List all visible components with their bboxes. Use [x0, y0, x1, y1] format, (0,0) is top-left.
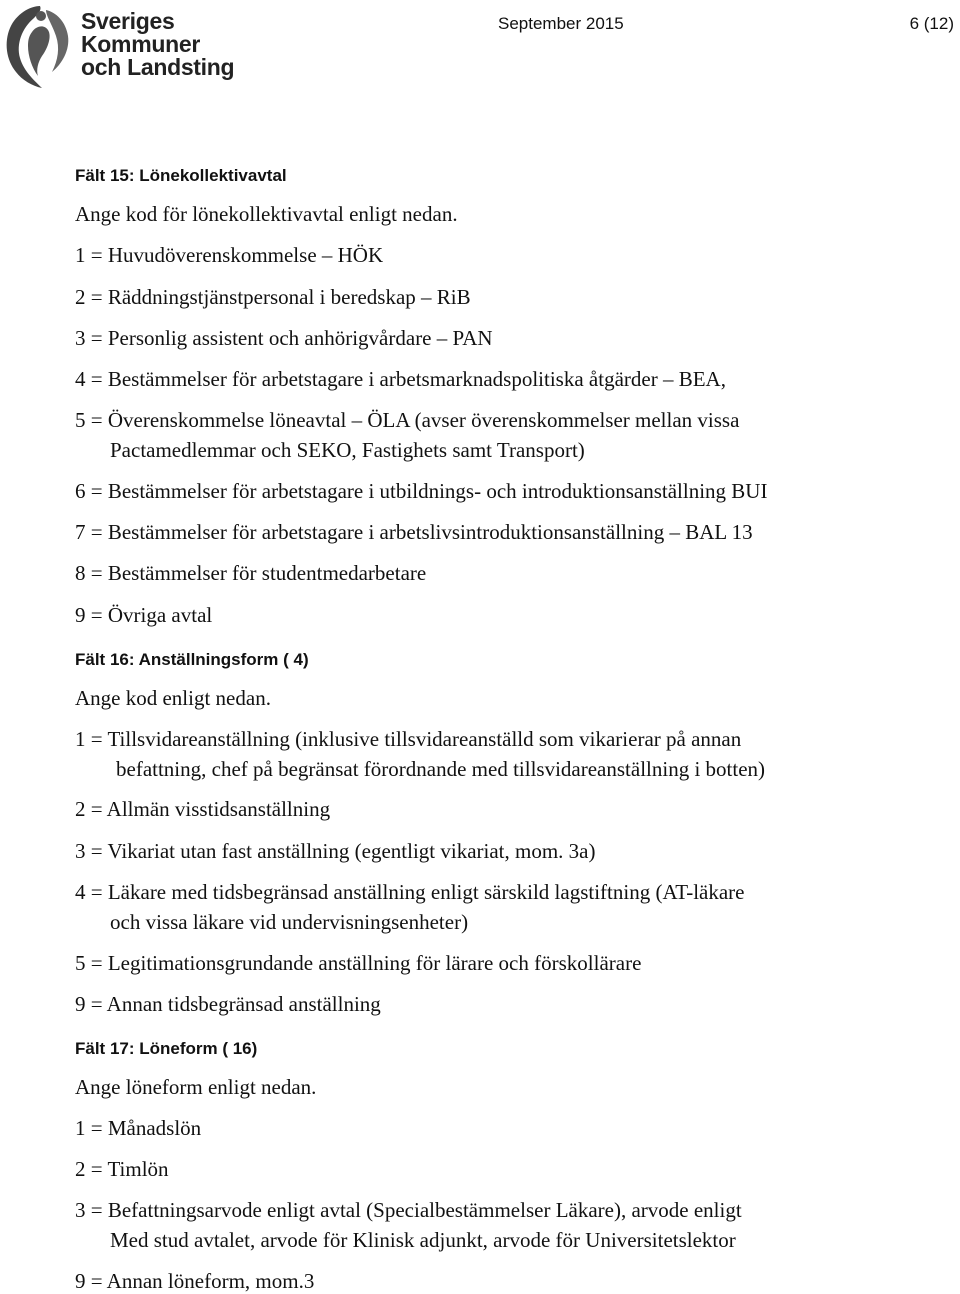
section-heading-15: Fält 15: Lönekollektivavtal	[75, 166, 287, 185]
section-heading-17: Fält 17: Löneform ( 16)	[75, 1039, 258, 1058]
logo-wordmark	[81, 10, 234, 79]
code-item: 2 = Timlön	[75, 1157, 169, 1181]
code-item: 8 = Bestämmelser för studentmedarbetare	[75, 561, 427, 585]
skl-logo	[2, 2, 235, 92]
header-date: September 2015	[498, 14, 624, 33]
section-intro-17: Ange löneform enligt nedan.	[75, 1075, 317, 1099]
code-item: 9 = Annan löneform, mom.3	[75, 1269, 315, 1293]
skl-emblem-icon	[2, 2, 80, 92]
code-item-continuation: Med stud avtalet, arvode för Klinisk adjunkt, arvode för Universitetslektor	[110, 1228, 736, 1252]
code-item-continuation: befattning, chef på begränsat förordnande med tillsvidareanställning i botten)	[116, 757, 766, 781]
code-item: 3 = Vikariat utan fast anställning (egentligt vikariat, mom. 3a)	[75, 839, 596, 863]
section-intro-15: Ange kod för lönekollektivavtal enligt nedan.	[75, 202, 458, 226]
code-item: 3 = Personlig assistent och anhörigvårdare – PAN	[75, 326, 493, 350]
code-item: 6 = Bestämmelser för arbetstagare i utbildnings- och introduktionsanställning BUI	[75, 479, 768, 503]
code-item: 1 = Tillsvidareanställning (inklusive tillsvidareanställd som vikarierar på annan	[75, 727, 742, 751]
logo-line: Sveriges	[81, 8, 175, 34]
code-item: 5 = Legitimationsgrundande anställning för lärare och förskollärare	[75, 951, 642, 975]
code-item: 4 = Bestämmelser för arbetstagare i arbetsmarknadspolitiska åtgärder – BEA,	[75, 367, 726, 391]
code-item: 2 = Räddningstjänstpersonal i beredskap – RiB	[75, 285, 471, 309]
code-item: 4 = Läkare med tidsbegränsad anställning enligt särskild lagstiftning (AT-läkare	[75, 880, 745, 904]
code-item: 1 = Månadslön	[75, 1116, 202, 1140]
code-item: 5 = Överenskommelse löneavtal – ÖLA (avser överenskommelser mellan vissa	[75, 408, 740, 432]
logo-line: och Landsting	[81, 54, 235, 80]
code-item: 9 = Annan tidsbegränsad anställning	[75, 992, 381, 1016]
code-item: 1 = Huvudöverenskommelse – HÖK	[75, 243, 384, 267]
code-item: 9 = Övriga avtal	[75, 603, 213, 627]
logo-line: Kommuner	[81, 31, 201, 57]
code-item-continuation: Pactamedlemmar och SEKO, Fastighets samt Transport)	[110, 438, 585, 462]
code-item: 7 = Bestämmelser för arbetstagare i arbetslivsintroduktionsanställning – BAL 13	[75, 520, 753, 544]
section-heading-16: Fält 16: Anställningsform ( 4)	[75, 650, 309, 669]
code-item: 3 = Befattningsarvode enligt avtal (Specialbestämmelser Läkare), arvode enligt	[75, 1198, 742, 1222]
page-header	[0, 0, 960, 95]
code-item: 2 = Allmän visstidsanställning	[75, 797, 331, 821]
code-item-continuation: och vissa läkare vid undervisningsenheter)	[110, 910, 469, 934]
section-intro-16: Ange kod enligt nedan.	[75, 686, 271, 710]
page-number: 6 (12)	[909, 14, 954, 33]
